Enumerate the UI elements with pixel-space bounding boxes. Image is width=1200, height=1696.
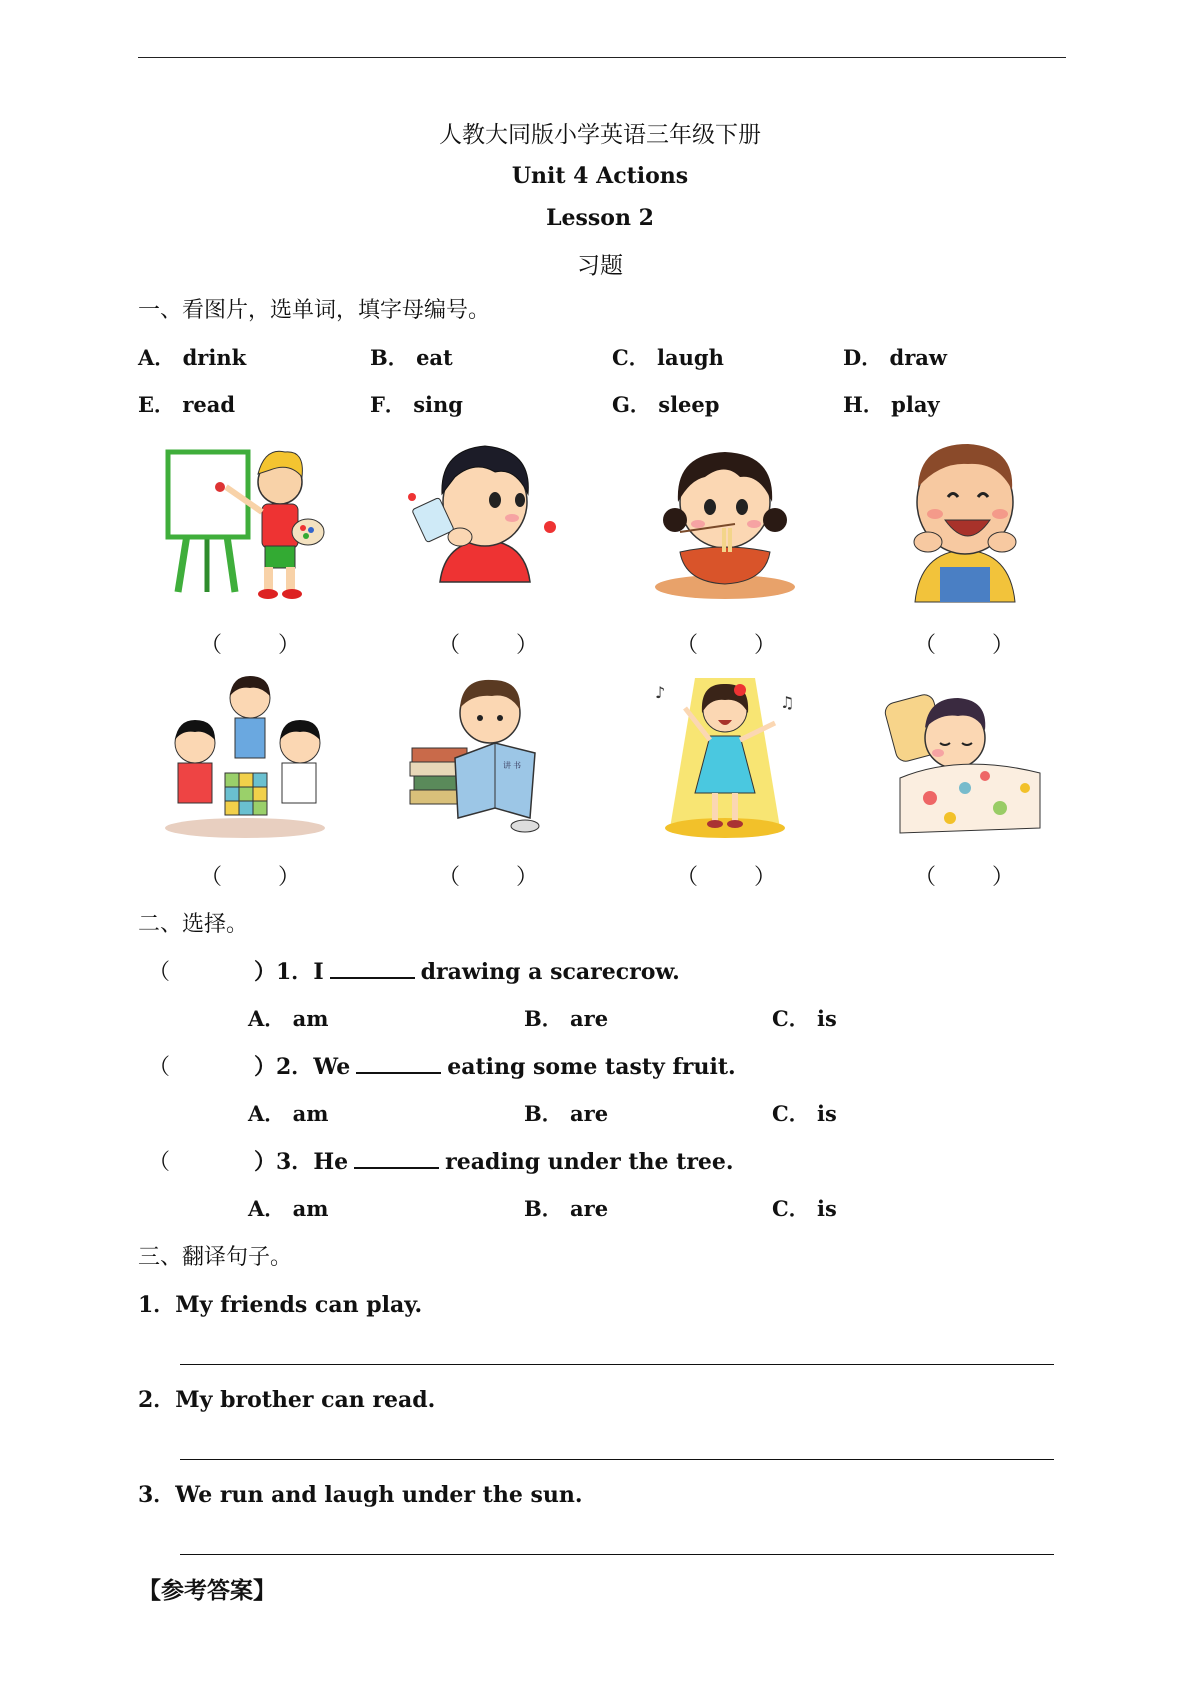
answer-paren-3[interactable]: （ ）	[676, 633, 776, 658]
translate-sentence-2: 2．My brother can read.	[138, 1387, 436, 1413]
question-2-answer-slot[interactable]: （	[148, 1055, 171, 1080]
answer-paren-7[interactable]: （ ）	[676, 865, 776, 890]
lesson-title: Lesson 2	[546, 205, 654, 231]
unit-title: Unit 4 Actions	[511, 163, 689, 189]
question-2-choice-b[interactable]: B． are	[524, 1101, 609, 1126]
option-h: H． play	[843, 392, 940, 417]
option-b: B． eat	[370, 345, 453, 370]
answer-line-1[interactable]	[180, 1364, 1054, 1365]
answer-paren-8[interactable]: （ ）	[914, 865, 1014, 890]
question-1-choice-a[interactable]: A． am	[248, 1006, 329, 1031]
part2-heading: 二、选择。	[138, 912, 249, 937]
question-2: （ ）2．We eating some tasty fruit.	[148, 1050, 736, 1081]
part3-heading: 三、翻译句子。	[138, 1245, 293, 1270]
option-e: E． read	[138, 392, 236, 417]
answer-line-3[interactable]	[180, 1554, 1054, 1555]
svg-text:书: 书	[513, 761, 521, 770]
question-1-blank[interactable]	[330, 957, 415, 979]
question-2-choice-a[interactable]: A． am	[248, 1101, 329, 1126]
translate-sentence-1: 1．My friends can play.	[138, 1292, 423, 1318]
answer-paren-4[interactable]: （ ）	[914, 633, 1014, 658]
part1-heading: 一、看图片，选单词，填字母编号。	[138, 298, 491, 323]
girl-singing-image	[640, 668, 808, 840]
question-2-blank[interactable]	[356, 1052, 441, 1074]
option-a: A． drink	[138, 345, 247, 370]
svg-text:♪: ♪	[655, 683, 666, 702]
top-rule	[138, 57, 1066, 58]
answer-paren-1[interactable]: （ ）	[200, 633, 300, 658]
answer-paren-6[interactable]: （ ）	[438, 865, 538, 890]
boy-painting-image	[160, 432, 328, 604]
option-d: D． draw	[843, 345, 947, 370]
question-1-choice-b[interactable]: B． are	[524, 1006, 609, 1031]
answer-line-2[interactable]	[180, 1459, 1054, 1460]
question-1-choice-c[interactable]: C． is	[772, 1006, 837, 1031]
girl-eating-noodles-image	[640, 432, 808, 604]
doc-title: 人教大同版小学英语三年级下册	[439, 122, 761, 148]
boy-laughing-image	[880, 432, 1048, 604]
answer-key-heading: 【参考答案】	[138, 1577, 276, 1604]
girl-sleeping-image	[880, 668, 1048, 840]
boy-drinking-image	[400, 432, 568, 604]
translate-sentence-3: 3．We run and laugh under the sun.	[138, 1482, 583, 1508]
question-3-choice-c[interactable]: C． is	[772, 1196, 837, 1221]
question-3-choice-a[interactable]: A． am	[248, 1196, 329, 1221]
question-1: （ ）1．I drawing a scarecrow.	[148, 955, 680, 986]
option-g: G． sleep	[612, 392, 720, 417]
svg-text:♫: ♫	[780, 693, 795, 712]
svg-text:讲: 讲	[503, 761, 511, 770]
question-1-answer-slot[interactable]: （	[148, 960, 171, 985]
exercise-title: 习题	[577, 253, 623, 279]
option-c: C． laugh	[612, 345, 724, 370]
boy-reading-book-image	[400, 668, 568, 840]
question-3-blank[interactable]	[354, 1147, 439, 1169]
question-3-choice-b[interactable]: B． are	[524, 1196, 609, 1221]
answer-paren-5[interactable]: （ ）	[200, 865, 300, 890]
kids-playing-blocks-image	[160, 668, 328, 840]
question-3: （ ）3．He reading under the tree.	[148, 1145, 734, 1176]
question-3-answer-slot[interactable]: （	[148, 1150, 171, 1175]
answer-paren-2[interactable]: （ ）	[438, 633, 538, 658]
question-2-choice-c[interactable]: C． is	[772, 1101, 837, 1126]
option-f: F． sing	[370, 392, 463, 417]
